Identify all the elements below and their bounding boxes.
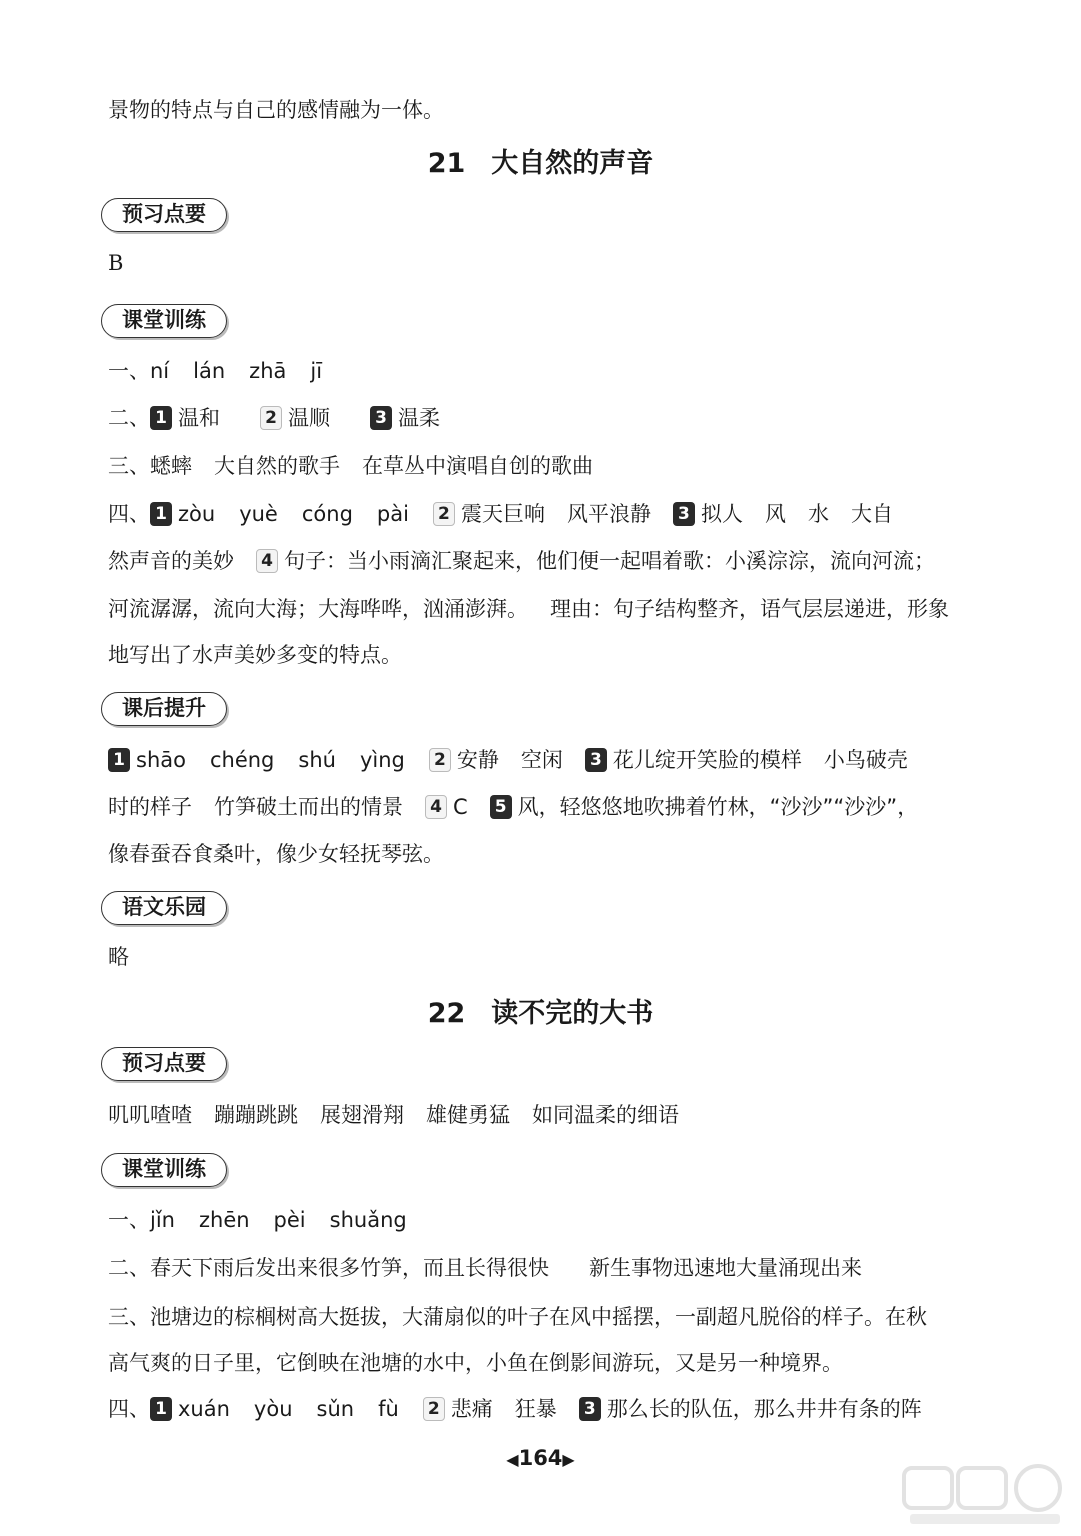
pinyin: pài — [376, 502, 409, 526]
answer-text: 小鸟破壳 — [823, 748, 908, 772]
question-label: 一、 — [108, 359, 150, 383]
answer-text: 展翅滑翔 — [320, 1103, 404, 1127]
lesson-number: 22 — [427, 998, 466, 1029]
pinyin: fù — [378, 1397, 399, 1421]
section-tag-class: 课堂训练 — [101, 1153, 227, 1187]
section-tag-after-class: 课后提升 — [101, 692, 227, 726]
answer-text: 新生事物迅速地大量涌现出来 — [589, 1256, 862, 1280]
pinyin: yìng — [359, 748, 405, 772]
answer-text: 风 — [764, 502, 786, 526]
pinyin: shú — [298, 748, 336, 772]
lesson-22-title — [0, 996, 1081, 1032]
answer-text: 蹦蹦跳跳 — [214, 1103, 298, 1127]
lesson-title-text: 读不完的大书 — [491, 998, 654, 1029]
pinyin: ní — [150, 359, 170, 383]
pinyin: sǔn — [316, 1397, 355, 1421]
answer-text: 句子：当小雨滴汇聚起来，他们便一起唱着歌：小溪淙淙，流向河流； — [284, 549, 935, 573]
number-badge: 3 — [673, 502, 695, 526]
answer-text: 空闲 — [520, 748, 563, 772]
pinyin: pèi — [273, 1208, 306, 1232]
after-class-line-1 — [108, 745, 968, 775]
question-3-line-2: 高气爽的日子里，它倒映在池塘的水中，小鱼在倒影间游玩，又是另一种境界。 — [108, 1351, 843, 1375]
right-arrow-icon: ▶ — [562, 1450, 575, 1469]
answer-text: 安静 — [456, 748, 499, 772]
number-badge: 3 — [370, 406, 392, 430]
answer-text: 花儿绽开笑脸的模样 — [612, 748, 802, 772]
answer-text: 雄健勇猛 — [426, 1103, 510, 1127]
answer-text: 春天下雨后发出来很多竹笋，而且长得很快 — [150, 1256, 549, 1280]
number-badge: 1 — [150, 502, 172, 526]
answer-text: 温柔 — [398, 406, 440, 430]
question-2 — [108, 1253, 968, 1283]
pinyin: jǐn — [150, 1208, 175, 1232]
answer-text: 如同温柔的细语 — [532, 1103, 679, 1127]
question-4-line-1 — [108, 1394, 968, 1424]
answer-text: 时的样子 — [108, 795, 192, 819]
number-badge: 2 — [260, 406, 282, 430]
answer-text: 叽叽喳喳 — [108, 1103, 192, 1127]
question-label: 三、 — [108, 1305, 150, 1329]
number-badge: 4 — [425, 795, 447, 819]
question-3-line-1 — [108, 1302, 968, 1332]
question-4-line-1 — [108, 499, 968, 529]
preview-answer: B — [108, 251, 124, 275]
question-2 — [108, 403, 968, 433]
answer-text: 然声音的美妙 — [108, 549, 234, 573]
pinyin: zòu — [178, 502, 216, 526]
number-badge: 4 — [256, 549, 278, 573]
pinyin: chéng — [209, 748, 275, 772]
lesson-21-title — [0, 146, 1081, 182]
number-badge: 1 — [150, 406, 172, 430]
pinyin: zhā — [249, 359, 287, 383]
number-badge: 2 — [423, 1397, 445, 1421]
answer-text: 蟋蟀 — [150, 454, 192, 478]
number-badge: 5 — [490, 795, 512, 819]
question-4-line-4: 地写出了水声美妙多变的特点。 — [108, 643, 402, 667]
pinyin: cóng — [301, 502, 353, 526]
pinyin: zhēn — [198, 1208, 250, 1232]
answer-text: 温顺 — [288, 406, 330, 430]
answer-text: 河流潺潺，流向大海；大海哗哗，汹涌澎湃。 — [108, 597, 528, 621]
section-tag-preview: 预习点要 — [101, 198, 227, 232]
answer-text: 风平浪静 — [566, 502, 651, 526]
lesson-number: 21 — [427, 148, 466, 179]
answer-text: 水 — [807, 502, 829, 526]
answer-text: 理由：句子结构整齐，语气层层递进，形象 — [550, 597, 949, 621]
number-badge: 1 — [108, 748, 130, 772]
question-label: 二、 — [108, 406, 150, 430]
answer-text: 拟人 — [700, 502, 743, 526]
answer-text: 风，轻悠悠地吹拂着竹林，“沙沙”“沙沙”， — [517, 795, 919, 819]
pinyin: yòu — [253, 1397, 293, 1421]
answer-text: C — [453, 795, 468, 819]
after-class-line-2 — [108, 792, 968, 822]
answer-text: 狂暴 — [514, 1397, 557, 1421]
answer-text: 大自然的歌手 — [214, 454, 340, 478]
question-label: 三、 — [108, 454, 150, 478]
section-tag-class: 课堂训练 — [101, 304, 227, 338]
question-label: 四、 — [108, 502, 150, 526]
answer-text: 那么长的队伍，那么井井有条的阵 — [606, 1397, 922, 1421]
section-tag-chinese-garden: 语文乐园 — [101, 891, 227, 925]
answer-text: 大自 — [850, 502, 893, 526]
number-badge: 1 — [150, 1397, 172, 1421]
pinyin: jī — [310, 359, 323, 383]
intro-line: 景物的特点与自己的感情融为一体。 — [108, 98, 444, 122]
page-number: 164 — [518, 1446, 563, 1470]
preview-items — [108, 1100, 968, 1130]
question-4-line-2 — [108, 546, 968, 576]
answer-text: 悲痛 — [450, 1397, 493, 1421]
number-badge: 3 — [579, 1397, 601, 1421]
answer-text: 竹笋破土而出的情景 — [214, 795, 403, 819]
pinyin: yuè — [239, 502, 278, 526]
answer-text: 在草丛中演唱自创的歌曲 — [362, 454, 593, 478]
pinyin: lán — [193, 359, 226, 383]
section-tag-preview: 预习点要 — [101, 1047, 227, 1081]
question-1 — [108, 1205, 968, 1235]
watermark-logo-icon — [900, 1462, 1070, 1528]
question-label: 一、 — [108, 1208, 150, 1232]
question-1 — [108, 356, 968, 386]
number-badge: 2 — [433, 502, 455, 526]
pinyin: xuán — [178, 1397, 230, 1421]
chinese-garden-answer: 略 — [108, 945, 129, 969]
answer-text: 温和 — [178, 406, 220, 430]
pinyin: shuǎng — [329, 1208, 407, 1232]
number-badge: 2 — [429, 748, 451, 772]
question-label: 二、 — [108, 1256, 150, 1280]
number-badge: 3 — [585, 748, 607, 772]
question-label: 四、 — [108, 1397, 150, 1421]
answer-text: 池塘边的棕榈树高大挺拔，大蒲扇似的叶子在风中摇摆，一副超凡脱俗的样子。在秋 — [150, 1305, 927, 1329]
lesson-title-text: 大自然的声音 — [491, 148, 654, 179]
question-4-line-3 — [108, 594, 968, 624]
left-arrow-icon: ◀ — [506, 1450, 519, 1469]
after-class-line-3: 像春蚕吞食桑叶，像少女轻抚琴弦。 — [108, 842, 444, 866]
question-3 — [108, 451, 968, 481]
answer-text: 震天巨响 — [460, 502, 545, 526]
pinyin: shāo — [136, 748, 186, 772]
